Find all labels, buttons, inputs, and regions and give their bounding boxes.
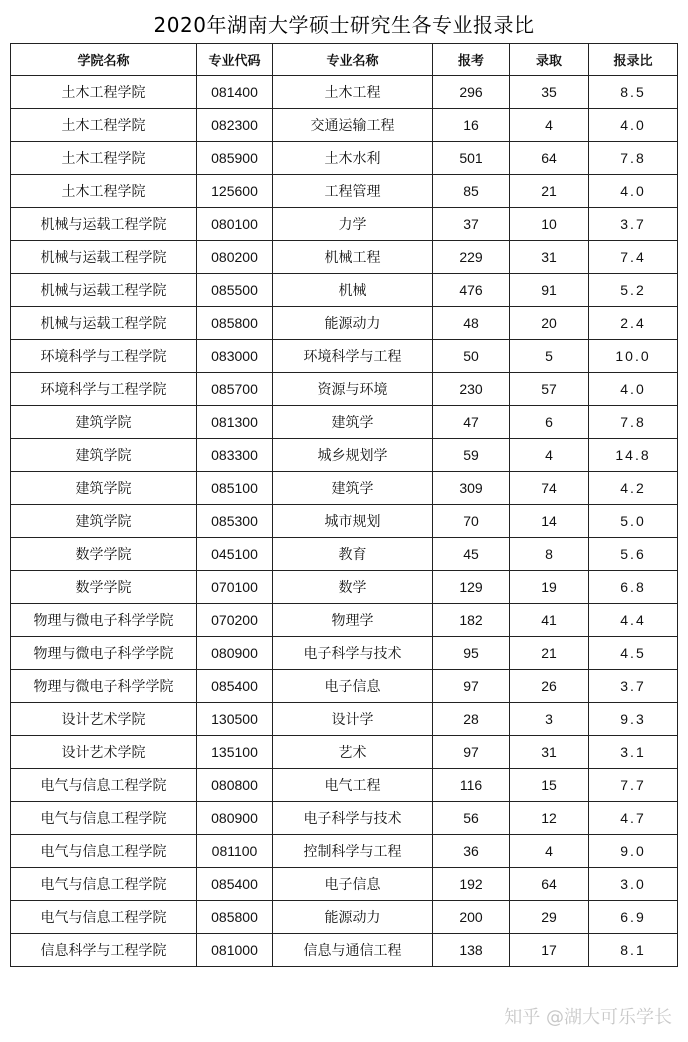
cell-major-code: 085300 bbox=[197, 505, 273, 538]
cell-applicants: 97 bbox=[433, 670, 510, 703]
cell-college: 环境科学与工程学院 bbox=[11, 340, 197, 373]
cell-major-name: 机械 bbox=[273, 274, 433, 307]
cell-ratio: 4.7 bbox=[589, 802, 678, 835]
cell-admitted: 26 bbox=[510, 670, 589, 703]
cell-ratio: 5.2 bbox=[589, 274, 678, 307]
cell-major-name: 电气工程 bbox=[273, 769, 433, 802]
cell-major-name: 物理学 bbox=[273, 604, 433, 637]
table-row bbox=[11, 505, 678, 538]
table-row bbox=[11, 736, 678, 769]
table-row bbox=[11, 241, 678, 274]
cell-major-code: 070200 bbox=[197, 604, 273, 637]
cell-major-code: 125600 bbox=[197, 175, 273, 208]
cell-applicants: 50 bbox=[433, 340, 510, 373]
cell-applicants: 16 bbox=[433, 109, 510, 142]
cell-ratio: 7.8 bbox=[589, 406, 678, 439]
cell-major-name: 艺术 bbox=[273, 736, 433, 769]
cell-major-name: 工程管理 bbox=[273, 175, 433, 208]
cell-admitted: 35 bbox=[510, 76, 589, 109]
cell-ratio: 4.0 bbox=[589, 175, 678, 208]
cell-admitted: 64 bbox=[510, 142, 589, 175]
cell-college: 电气与信息工程学院 bbox=[11, 868, 197, 901]
cell-applicants: 45 bbox=[433, 538, 510, 571]
cell-applicants: 129 bbox=[433, 571, 510, 604]
cell-applicants: 70 bbox=[433, 505, 510, 538]
cell-ratio: 6.8 bbox=[589, 571, 678, 604]
header-admitted: 录取 bbox=[510, 44, 589, 76]
table-row bbox=[11, 901, 678, 934]
cell-college: 机械与运载工程学院 bbox=[11, 241, 197, 274]
cell-ratio: 3.0 bbox=[589, 868, 678, 901]
cell-ratio: 4.0 bbox=[589, 373, 678, 406]
cell-college: 机械与运载工程学院 bbox=[11, 208, 197, 241]
cell-ratio: 9.0 bbox=[589, 835, 678, 868]
cell-admitted: 4 bbox=[510, 439, 589, 472]
cell-ratio: 6.9 bbox=[589, 901, 678, 934]
cell-major-code: 135100 bbox=[197, 736, 273, 769]
cell-major-code: 130500 bbox=[197, 703, 273, 736]
header-major-code: 专业代码 bbox=[197, 44, 273, 76]
cell-major-code: 081400 bbox=[197, 76, 273, 109]
cell-college: 电气与信息工程学院 bbox=[11, 802, 197, 835]
cell-major-name: 设计学 bbox=[273, 703, 433, 736]
cell-admitted: 4 bbox=[510, 109, 589, 142]
cell-applicants: 97 bbox=[433, 736, 510, 769]
cell-ratio: 9.3 bbox=[589, 703, 678, 736]
header-college: 学院名称 bbox=[11, 44, 197, 76]
cell-major-name: 土木水利 bbox=[273, 142, 433, 175]
cell-applicants: 476 bbox=[433, 274, 510, 307]
cell-admitted: 12 bbox=[510, 802, 589, 835]
cell-college: 电气与信息工程学院 bbox=[11, 835, 197, 868]
cell-ratio: 5.6 bbox=[589, 538, 678, 571]
cell-admitted: 29 bbox=[510, 901, 589, 934]
cell-applicants: 229 bbox=[433, 241, 510, 274]
cell-major-code: 081100 bbox=[197, 835, 273, 868]
table-row bbox=[11, 76, 678, 109]
table-row bbox=[11, 274, 678, 307]
cell-applicants: 37 bbox=[433, 208, 510, 241]
cell-admitted: 6 bbox=[510, 406, 589, 439]
cell-ratio: 2.4 bbox=[589, 307, 678, 340]
cell-major-name: 电子信息 bbox=[273, 868, 433, 901]
cell-ratio: 8.5 bbox=[589, 76, 678, 109]
cell-major-name: 电子科学与技术 bbox=[273, 637, 433, 670]
table-row bbox=[11, 604, 678, 637]
cell-college: 建筑学院 bbox=[11, 406, 197, 439]
table-row bbox=[11, 703, 678, 736]
header-applicants: 报考 bbox=[433, 44, 510, 76]
cell-applicants: 48 bbox=[433, 307, 510, 340]
cell-major-code: 085400 bbox=[197, 868, 273, 901]
cell-college: 机械与运载工程学院 bbox=[11, 307, 197, 340]
cell-major-code: 082300 bbox=[197, 109, 273, 142]
cell-college: 土木工程学院 bbox=[11, 142, 197, 175]
cell-admitted: 21 bbox=[510, 637, 589, 670]
cell-major-code: 085900 bbox=[197, 142, 273, 175]
cell-major-name: 电子信息 bbox=[273, 670, 433, 703]
cell-admitted: 31 bbox=[510, 736, 589, 769]
cell-applicants: 182 bbox=[433, 604, 510, 637]
cell-applicants: 56 bbox=[433, 802, 510, 835]
cell-major-code: 085100 bbox=[197, 472, 273, 505]
cell-college: 土木工程学院 bbox=[11, 175, 197, 208]
cell-admitted: 17 bbox=[510, 934, 589, 967]
header-ratio: 报录比 bbox=[589, 44, 678, 76]
cell-college: 物理与微电子科学学院 bbox=[11, 637, 197, 670]
table-row bbox=[11, 670, 678, 703]
cell-major-name: 教育 bbox=[273, 538, 433, 571]
cell-ratio: 4.4 bbox=[589, 604, 678, 637]
cell-major-code: 081300 bbox=[197, 406, 273, 439]
table-row bbox=[11, 802, 678, 835]
cell-ratio: 4.0 bbox=[589, 109, 678, 142]
cell-college: 设计艺术学院 bbox=[11, 736, 197, 769]
page-title: 2020年湖南大学硕士研究生各专业报录比 bbox=[153, 13, 535, 37]
cell-major-code: 080800 bbox=[197, 769, 273, 802]
cell-college: 电气与信息工程学院 bbox=[11, 769, 197, 802]
cell-college: 环境科学与工程学院 bbox=[11, 373, 197, 406]
cell-ratio: 14.8 bbox=[589, 439, 678, 472]
cell-admitted: 4 bbox=[510, 835, 589, 868]
cell-admitted: 41 bbox=[510, 604, 589, 637]
cell-admitted: 64 bbox=[510, 868, 589, 901]
table-row bbox=[11, 934, 678, 967]
cell-ratio: 7.8 bbox=[589, 142, 678, 175]
cell-major-code: 085800 bbox=[197, 307, 273, 340]
cell-major-name: 资源与环境 bbox=[273, 373, 433, 406]
cell-admitted: 74 bbox=[510, 472, 589, 505]
cell-applicants: 230 bbox=[433, 373, 510, 406]
cell-applicants: 85 bbox=[433, 175, 510, 208]
cell-major-name: 城市规划 bbox=[273, 505, 433, 538]
cell-admitted: 91 bbox=[510, 274, 589, 307]
cell-major-name: 建筑学 bbox=[273, 406, 433, 439]
cell-ratio: 3.1 bbox=[589, 736, 678, 769]
cell-applicants: 192 bbox=[433, 868, 510, 901]
cell-applicants: 47 bbox=[433, 406, 510, 439]
table-row bbox=[11, 538, 678, 571]
cell-ratio: 4.2 bbox=[589, 472, 678, 505]
cell-college: 数学学院 bbox=[11, 571, 197, 604]
cell-major-name: 力学 bbox=[273, 208, 433, 241]
cell-admitted: 57 bbox=[510, 373, 589, 406]
cell-college: 建筑学院 bbox=[11, 505, 197, 538]
cell-admitted: 14 bbox=[510, 505, 589, 538]
table-row bbox=[11, 868, 678, 901]
cell-applicants: 95 bbox=[433, 637, 510, 670]
cell-major-code: 081000 bbox=[197, 934, 273, 967]
cell-admitted: 20 bbox=[510, 307, 589, 340]
cell-ratio: 10.0 bbox=[589, 340, 678, 373]
cell-college: 电气与信息工程学院 bbox=[11, 901, 197, 934]
table-row bbox=[11, 472, 678, 505]
cell-college: 设计艺术学院 bbox=[11, 703, 197, 736]
cell-college: 建筑学院 bbox=[11, 439, 197, 472]
table-row bbox=[11, 835, 678, 868]
cell-college: 物理与微电子科学学院 bbox=[11, 604, 197, 637]
cell-major-name: 环境科学与工程 bbox=[273, 340, 433, 373]
cell-major-code: 080100 bbox=[197, 208, 273, 241]
table-row bbox=[11, 406, 678, 439]
cell-major-name: 控制科学与工程 bbox=[273, 835, 433, 868]
cell-college: 物理与微电子科学学院 bbox=[11, 670, 197, 703]
table-header-row bbox=[11, 44, 678, 76]
header-major-name: 专业名称 bbox=[273, 44, 433, 76]
cell-college: 机械与运载工程学院 bbox=[11, 274, 197, 307]
cell-major-name: 能源动力 bbox=[273, 307, 433, 340]
cell-admitted: 3 bbox=[510, 703, 589, 736]
cell-applicants: 36 bbox=[433, 835, 510, 868]
cell-major-code: 045100 bbox=[197, 538, 273, 571]
cell-major-name: 电子科学与技术 bbox=[273, 802, 433, 835]
table-row bbox=[11, 175, 678, 208]
cell-applicants: 200 bbox=[433, 901, 510, 934]
cell-applicants: 28 bbox=[433, 703, 510, 736]
table-row bbox=[11, 637, 678, 670]
cell-major-name: 信息与通信工程 bbox=[273, 934, 433, 967]
table-row bbox=[11, 439, 678, 472]
cell-major-name: 土木工程 bbox=[273, 76, 433, 109]
table-row bbox=[11, 142, 678, 175]
table-row bbox=[11, 769, 678, 802]
cell-ratio: 7.4 bbox=[589, 241, 678, 274]
cell-ratio: 5.0 bbox=[589, 505, 678, 538]
cell-major-code: 083000 bbox=[197, 340, 273, 373]
cell-college: 土木工程学院 bbox=[11, 76, 197, 109]
table-row bbox=[11, 109, 678, 142]
cell-applicants: 309 bbox=[433, 472, 510, 505]
cell-admitted: 15 bbox=[510, 769, 589, 802]
cell-major-code: 085400 bbox=[197, 670, 273, 703]
cell-college: 建筑学院 bbox=[11, 472, 197, 505]
watermark: 知乎 @湖大可乐学长 bbox=[504, 1007, 672, 1028]
cell-major-name: 能源动力 bbox=[273, 901, 433, 934]
table-row bbox=[11, 208, 678, 241]
cell-major-name: 数学 bbox=[273, 571, 433, 604]
cell-admitted: 8 bbox=[510, 538, 589, 571]
cell-applicants: 116 bbox=[433, 769, 510, 802]
cell-applicants: 59 bbox=[433, 439, 510, 472]
cell-applicants: 296 bbox=[433, 76, 510, 109]
cell-ratio: 3.7 bbox=[589, 208, 678, 241]
cell-college: 信息科学与工程学院 bbox=[11, 934, 197, 967]
cell-major-name: 交通运输工程 bbox=[273, 109, 433, 142]
table-row bbox=[11, 307, 678, 340]
cell-major-code: 080200 bbox=[197, 241, 273, 274]
cell-college: 数学学院 bbox=[11, 538, 197, 571]
cell-admitted: 21 bbox=[510, 175, 589, 208]
cell-applicants: 138 bbox=[433, 934, 510, 967]
cell-applicants: 501 bbox=[433, 142, 510, 175]
cell-admitted: 5 bbox=[510, 340, 589, 373]
cell-major-name: 建筑学 bbox=[273, 472, 433, 505]
cell-ratio: 3.7 bbox=[589, 670, 678, 703]
cell-ratio: 7.7 bbox=[589, 769, 678, 802]
cell-major-code: 080900 bbox=[197, 802, 273, 835]
cell-ratio: 8.1 bbox=[589, 934, 678, 967]
cell-major-code: 085700 bbox=[197, 373, 273, 406]
table-row bbox=[11, 571, 678, 604]
cell-admitted: 19 bbox=[510, 571, 589, 604]
cell-major-code: 070100 bbox=[197, 571, 273, 604]
cell-major-code: 085500 bbox=[197, 274, 273, 307]
admission-ratio-table bbox=[10, 43, 678, 967]
cell-major-code: 083300 bbox=[197, 439, 273, 472]
cell-college: 土木工程学院 bbox=[11, 109, 197, 142]
cell-major-name: 机械工程 bbox=[273, 241, 433, 274]
cell-admitted: 10 bbox=[510, 208, 589, 241]
cell-major-name: 城乡规划学 bbox=[273, 439, 433, 472]
table-row bbox=[11, 340, 678, 373]
cell-major-code: 085800 bbox=[197, 901, 273, 934]
table-row bbox=[11, 373, 678, 406]
cell-admitted: 31 bbox=[510, 241, 589, 274]
cell-major-code: 080900 bbox=[197, 637, 273, 670]
cell-ratio: 4.5 bbox=[589, 637, 678, 670]
